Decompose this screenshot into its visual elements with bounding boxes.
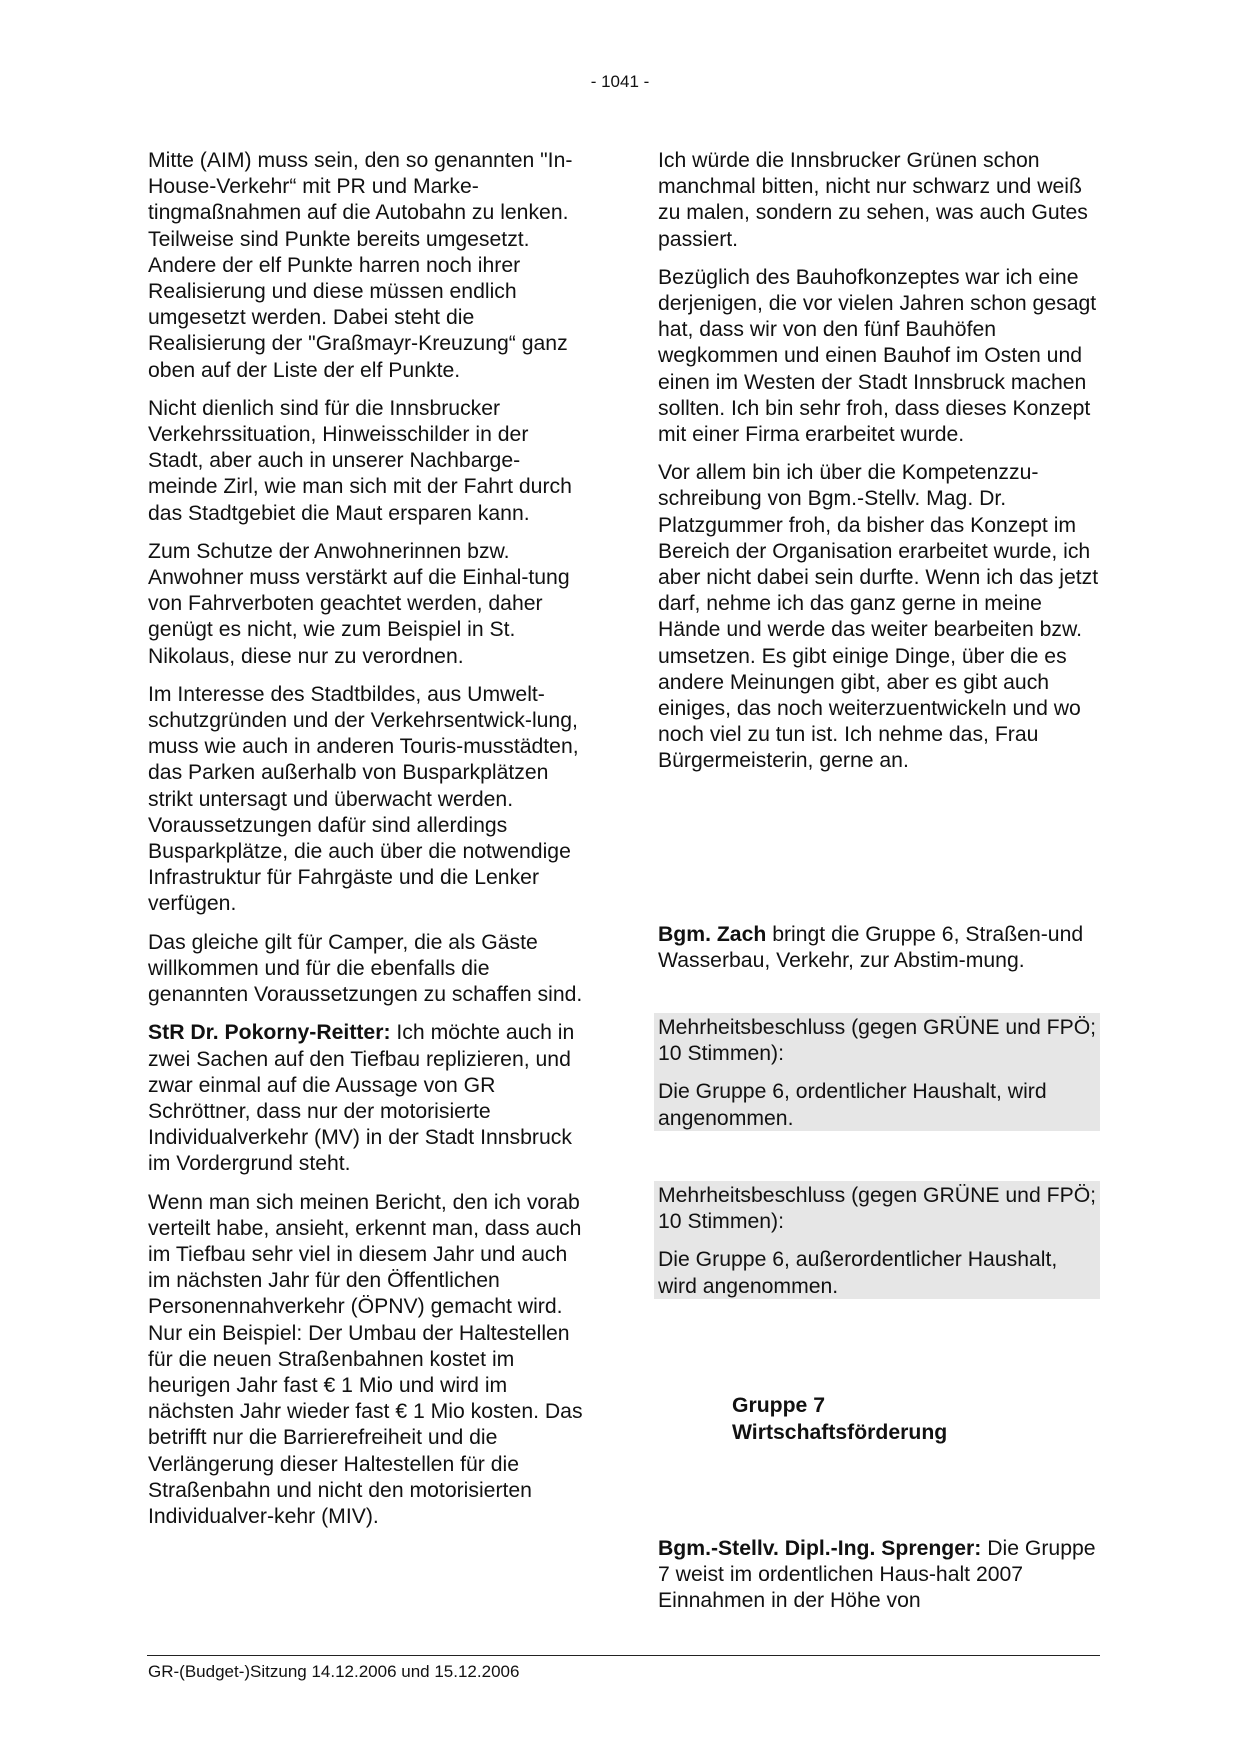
group-heading	[732, 1392, 947, 1446]
paragraph: Bezüglich des Bauhofkonzeptes war ich eine derjenigen, die vor vielen Jahren schon gesagt hat, dass wir von den fünf Bauhöfen wegkommen und einen Bauhof im Osten und einen im Westen der Stadt Innsbruck machen sollten. Ich bin sehr froh, dass dieses Konzept mit einer Firma erarbeitet wurde.	[658, 265, 1097, 447]
paragraph: Nicht dienlich sind für die Innsbrucker Verkehrssituation, Hinweisschilder in der Stadt, aber auch in unserer Nachbarge-meinde Zirl, wie man sich mit der Fahrt durch das Stadtgebiet die Maut ersparen kann.	[148, 396, 572, 525]
vote-result-box	[654, 1013, 1100, 1131]
pokorny-statement	[148, 1020, 584, 1177]
paragraph: Mitte (AIM) muss sein, den so genannten "In-House-Verkehr“ mit PR und Marke-tingmaßnahmen auf die Autobahn zu lenken. Teilweise sind Punkte bereits umgesetzt. Andere der elf Punkte harren noch ihrer Realisierung und diese müssen endlich umgesetzt werden. Dabei steht die Realisierung der "Graßmayr-Kreuzung“ ganz oben auf der Liste der elf Punkte.	[148, 149, 573, 382]
bgm-zach-statement	[658, 922, 1100, 974]
paragraph: Im Interesse des Stadtbildes, aus Umwelt-schutzgründen und der Verkehrsentwick-lung, muss wie auch in anderen Touris-musstädten, das Parken außerhalb von Busparkplätzen strikt untersagt und überwacht werden. Voraussetzungen dafür sind allerdings Busparkplätze, die auch über die notwendige Infrastruktur für Fahrgäste und die Lenker verfügen.	[148, 682, 579, 916]
vote-decision: Mehrheitsbeschluss (gegen GRÜNE und FPÖ; 10 Stimmen):	[658, 1184, 1097, 1234]
paragraph: Das gleiche gilt für Camper, die als Gäste willkommen und für die ebenfalls die genannten Voraussetzungen zu schaffen sind.	[148, 930, 583, 1007]
speaker-name: Bgm. Zach	[658, 923, 767, 946]
footer-text: GR-(Budget-)Sitzung 14.12.2006 und 15.12.2006	[148, 1662, 520, 1681]
paragraph: Zum Schutze der Anwohnerinnen bzw. Anwohner muss verstärkt auf die Einhal-tung von Fahrverboten geachtet werden, daher genügt es nicht, wie zum Beispiel in St. Nikolaus, diese nur zu verordnen.	[148, 539, 570, 668]
statement-text: bringt die Gruppe 6, Straßen-und Wasserbau, Verkehr, zur Abstim-mung.	[658, 923, 1084, 973]
group-heading-title: Wirtschaftsförderung	[732, 1421, 948, 1444]
paragraph: Ich würde die Innsbrucker Grünen schon manchmal bitten, nicht nur schwarz und weiß zu malen, sondern zu sehen, was auch Gutes passiert.	[658, 149, 1088, 251]
vote-result: Die Gruppe 6, außerordentlicher Haushalt, wird angenommen.	[658, 1248, 1058, 1298]
left-column	[148, 148, 584, 1542]
statement-text: Die Gruppe 7 weist im ordentlichen Haus-halt 2007 Einnahmen in der Höhe von	[658, 1537, 1096, 1613]
paragraph: Wenn man sich meinen Bericht, den ich vorab verteilt habe, ansieht, erkennt man, dass auch im Tiefbau sehr viel in diesem Jahr und auch im nächsten Jahr für den Öffentlichen Personennahverkehr (ÖPNV) gemacht wird. Nur ein Beispiel: Der Umbau der Haltestellen für die neuen Straßenbahnen kostet im heurigen Jahr fast € 1 Mio und wird im nächsten Jahr wieder fast € 1 Mio kosten. Das betrifft nur die Barrierefreiheit und die Verlängerung dieser Haltestellen für die Straßenbahn und nicht den motorisierten Individualver-kehr (MIV).	[148, 1190, 583, 1528]
footer-divider	[147, 1655, 1100, 1656]
vote-result: Die Gruppe 6, ordentlicher Haushalt, wird angenommen.	[658, 1080, 1047, 1130]
group-heading-number: Gruppe 7	[732, 1394, 826, 1417]
speaker-name: Bgm.-Stellv. Dipl.-Ing. Sprenger:	[658, 1537, 982, 1560]
statement-text: Ich möchte auch in zwei Sachen auf den Tiefbau replizieren, und zwar einmal auf die Aussage von GR Schröttner, dass nur der motorisierte Individualverkehr (MV) in der Stadt Innsbruck im Vordergrund steht.	[148, 1021, 575, 1176]
sprenger-statement	[658, 1536, 1100, 1615]
page-number: - 1041 -	[590, 72, 650, 91]
vote-decision: Mehrheitsbeschluss (gegen GRÜNE und FPÖ; 10 Stimmen):	[658, 1016, 1097, 1066]
vote-result-box	[654, 1181, 1100, 1299]
paragraph: Vor allem bin ich über die Kompetenzzu-schreibung von Bgm.-Stellv. Mag. Dr. Platzgummer froh, da bisher das Konzept im Bereich der Organisation erarbeitet wurde, ich aber nicht dabei sein durfte. Wenn ich das jetzt darf, nehme ich das ganz gerne in meine Hände und werde das weiter bearbeiten bzw. umsetzen. Es gibt einige Dinge, über die es andere Meinungen gibt, aber es gibt auch einiges, das noch weiterzuentwickeln und wo noch viel zu tun ist. Ich nehme das, Frau Bürgermeisterin, gerne an.	[658, 461, 1099, 773]
speaker-name: StR Dr. Pokorny-Reitter:	[148, 1021, 391, 1045]
right-column	[658, 148, 1100, 787]
